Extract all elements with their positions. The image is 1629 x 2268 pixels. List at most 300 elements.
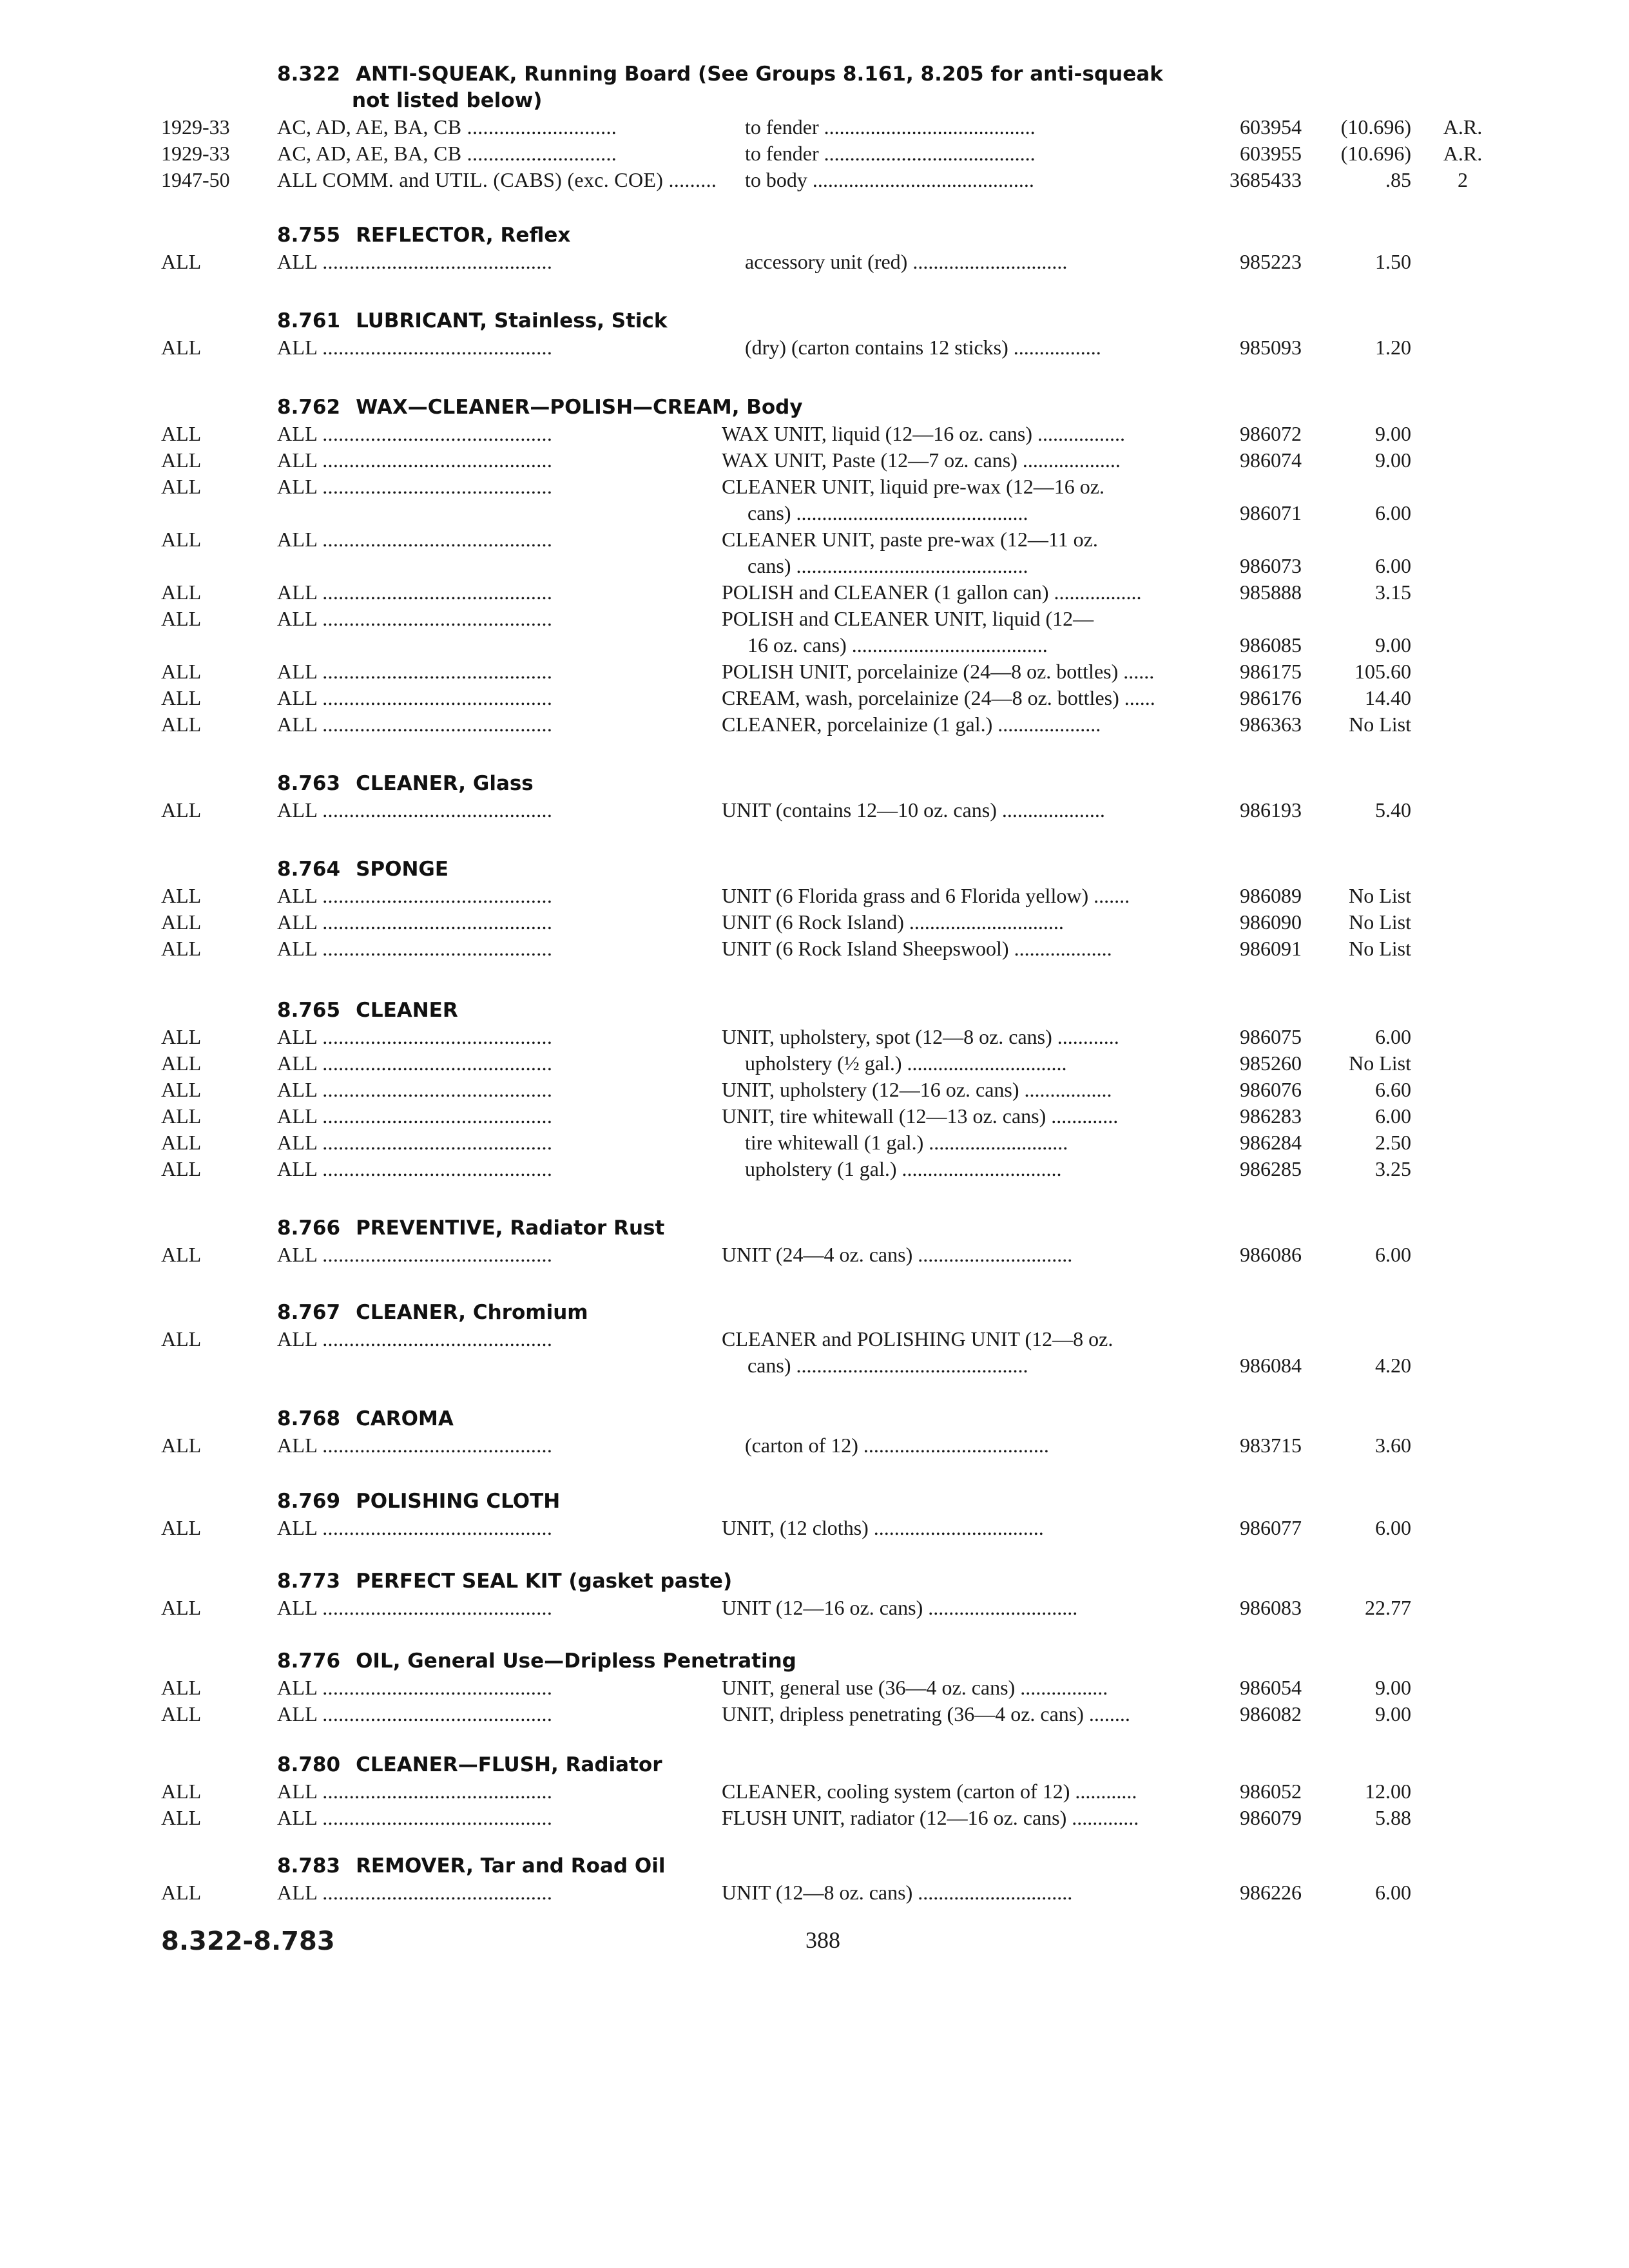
dot-leader: ........................................... <box>316 1104 553 1128</box>
parts-section <box>0 1752 1629 1831</box>
model-codes <box>277 1077 689 1103</box>
model-year: ALL <box>161 798 202 822</box>
description-text: UNIT (12—8 oz. cans) <box>722 1881 913 1904</box>
part-description <box>722 1805 1186 1831</box>
model-year: ALL <box>161 1780 202 1803</box>
model-codes-text: ALL <box>277 937 317 960</box>
description-text: cans) <box>747 501 791 524</box>
description-line <box>722 447 1186 474</box>
dot-leader: ........................................... <box>316 660 553 683</box>
description-text: UNIT, general use (36—4 oz. cans) <box>722 1676 1016 1699</box>
description-text: POLISH and CLEANER UNIT, liquid (12— <box>722 607 1094 630</box>
description-line <box>722 500 1186 526</box>
description-line <box>745 249 1186 275</box>
dot-leader: ...................................... <box>846 633 1048 657</box>
part-number: 985223 <box>1240 250 1302 273</box>
section-title: OIL, General Use—Dripless Penetrating <box>356 1649 796 1673</box>
part-number: 985093 <box>1240 336 1302 359</box>
list-price: 1.50 <box>1375 250 1411 273</box>
list-price: 6.00 <box>1375 1025 1411 1048</box>
list-price: No List <box>1349 937 1411 960</box>
dot-leader: ................... <box>1008 937 1112 960</box>
dot-leader: ........................................... <box>316 1516 553 1539</box>
parts-section <box>0 1300 1629 1379</box>
model-year: ALL <box>161 884 202 907</box>
list-price: 9.00 <box>1375 448 1411 472</box>
table-row <box>0 658 1629 685</box>
description-line <box>722 526 1186 553</box>
part-number: 986091 <box>1240 937 1302 960</box>
list-price: 6.00 <box>1375 501 1411 524</box>
model-year: ALL <box>161 660 202 683</box>
description-text: 16 oz. cans) <box>747 633 847 657</box>
description-line <box>722 474 1186 500</box>
model-codes-text: ALL <box>277 448 317 472</box>
description-line <box>745 114 1186 140</box>
model-year: ALL <box>161 1676 202 1699</box>
table-row <box>0 421 1629 447</box>
section-title: ANTI-SQUEAK, Running Board (See Groups 8.161, 8.205 for anti-squeak <box>356 62 1163 86</box>
section-heading <box>277 1406 1211 1432</box>
section-title: REFLECTOR, Reflex <box>356 224 571 247</box>
table-row <box>0 1432 1629 1459</box>
section-title: PREVENTIVE, Radiator Rust <box>356 1216 665 1240</box>
section-heading <box>277 394 1211 421</box>
part-number: 985260 <box>1240 1052 1302 1075</box>
model-codes-text: ALL <box>277 422 317 445</box>
model-year: ALL <box>161 1702 202 1725</box>
description-line <box>722 936 1186 962</box>
dot-leader: ........................................... <box>316 581 553 604</box>
part-description <box>722 1432 1186 1459</box>
description-text: to body <box>745 168 807 191</box>
model-year: ALL <box>161 475 202 498</box>
dot-leader: ........................................... <box>316 798 553 822</box>
part-description <box>722 936 1186 962</box>
dot-leader: ................. <box>1032 422 1125 445</box>
part-number: 986075 <box>1240 1025 1302 1048</box>
list-price: 3.60 <box>1375 1434 1411 1457</box>
description-text: UNIT (6 Florida grass and 6 Florida yellow) <box>722 884 1089 907</box>
table-row <box>0 447 1629 474</box>
model-codes <box>277 1156 689 1182</box>
list-price: 22.77 <box>1365 1596 1411 1619</box>
table-row <box>0 1805 1629 1831</box>
part-number: 986054 <box>1240 1676 1302 1699</box>
part-description <box>722 1103 1186 1129</box>
part-number: 986176 <box>1240 686 1302 709</box>
parts-section <box>0 1853 1629 1906</box>
section-heading <box>277 308 1211 334</box>
description-line <box>722 1103 1186 1129</box>
model-year: ALL <box>161 1025 202 1048</box>
model-codes <box>277 1432 689 1459</box>
part-description <box>722 167 1186 193</box>
description-line <box>745 1050 1186 1077</box>
description-text: accessory unit (red) <box>745 250 908 273</box>
model-codes <box>277 249 689 275</box>
description-text: WAX UNIT, Paste (12—7 oz. cans) <box>722 448 1017 472</box>
part-description <box>722 140 1186 167</box>
description-text: CLEANER, cooling system (carton of 12) <box>722 1780 1070 1803</box>
dot-leader: ........................................... <box>316 1434 553 1457</box>
model-codes <box>277 1129 689 1156</box>
model-codes-text: ALL <box>277 528 317 551</box>
list-price: (10.696) <box>1340 115 1411 139</box>
model-codes <box>277 1242 689 1268</box>
table-row <box>0 1077 1629 1103</box>
section-title: WAX—CLEANER—POLISH—CREAM, Body <box>356 396 803 419</box>
dot-leader: ............ <box>1070 1780 1137 1803</box>
model-year: ALL <box>161 1052 202 1075</box>
model-year: ALL <box>161 1243 202 1266</box>
part-number: 986363 <box>1240 713 1302 736</box>
dot-leader: .............................. <box>907 250 1068 273</box>
quantity: A.R. <box>1443 142 1483 165</box>
list-price: 1.20 <box>1375 336 1411 359</box>
model-codes-text: ALL <box>277 1780 317 1803</box>
description-line <box>722 883 1186 909</box>
description-line <box>722 711 1186 738</box>
model-year: ALL <box>161 910 202 934</box>
parts-section <box>0 222 1629 275</box>
model-codes-text: ALL <box>277 1131 317 1154</box>
dot-leader: ............................ <box>461 115 617 139</box>
dot-leader: ................................. <box>868 1516 1044 1539</box>
dot-leader: ............................................. <box>791 554 1028 577</box>
model-codes-text: ALL <box>277 660 317 683</box>
description-text: cans) <box>747 1354 791 1377</box>
description-text: upholstery (½ gal.) <box>745 1052 902 1075</box>
part-description <box>722 1326 1186 1379</box>
part-number: 3685433 <box>1229 168 1302 191</box>
description-line <box>722 1879 1186 1906</box>
model-year: ALL <box>161 937 202 960</box>
part-description <box>722 909 1186 936</box>
description-text: UNIT, (12 cloths) <box>722 1516 869 1539</box>
dot-leader: ............................................. <box>791 1354 1028 1377</box>
dot-leader: ........................................... <box>316 250 553 273</box>
section-title: CLEANER <box>356 999 458 1022</box>
description-line <box>722 421 1186 447</box>
section-title: CLEANER, Glass <box>356 772 534 795</box>
section-heading <box>277 1300 1211 1326</box>
parts-section <box>0 308 1629 361</box>
list-price: 2.50 <box>1375 1131 1411 1154</box>
model-codes-text: ALL <box>277 475 317 498</box>
parts-section <box>0 1488 1629 1541</box>
dot-leader: ................... <box>1017 448 1121 472</box>
part-description <box>722 1156 1186 1182</box>
list-price: 105.60 <box>1354 660 1411 683</box>
table-row <box>0 1515 1629 1541</box>
dot-leader: ........................................... <box>316 1078 553 1101</box>
model-codes <box>277 167 717 193</box>
list-price: No List <box>1349 910 1411 934</box>
description-text: cans) <box>747 554 791 577</box>
part-number: 986089 <box>1240 884 1302 907</box>
dot-leader: .................................... <box>858 1434 1049 1457</box>
footer-section-range: 8.322-8.783 <box>161 1927 335 1956</box>
description-line <box>722 1024 1186 1050</box>
section-heading <box>277 222 1211 249</box>
part-number: 986226 <box>1240 1881 1302 1904</box>
parts-section <box>0 1648 1629 1727</box>
dot-leader: ........................................... <box>316 1025 553 1048</box>
dot-leader: ........................................... <box>316 713 553 736</box>
description-text: POLISH UNIT, porcelainize (24—8 oz. bottles) <box>722 660 1119 683</box>
section-heading <box>277 856 1211 883</box>
list-price: No List <box>1349 713 1411 736</box>
dot-leader: ........................................... <box>316 1780 553 1803</box>
part-description <box>722 1024 1186 1050</box>
model-codes-text: ALL <box>277 1157 317 1180</box>
part-number: 986086 <box>1240 1243 1302 1266</box>
part-number: 986077 <box>1240 1516 1302 1539</box>
parts-section <box>0 1215 1629 1268</box>
part-number: 986090 <box>1240 910 1302 934</box>
model-codes <box>277 474 689 500</box>
part-number: 986284 <box>1240 1131 1302 1154</box>
part-description <box>722 883 1186 909</box>
section-number: 8.783 <box>277 1854 341 1878</box>
dot-leader: ........................................... <box>807 168 1034 191</box>
table-row <box>0 1103 1629 1129</box>
part-description <box>722 685 1186 711</box>
dot-leader: ........................................... <box>316 937 553 960</box>
parts-section <box>0 771 1629 823</box>
model-codes <box>277 1595 689 1621</box>
dot-leader: ........................................... <box>316 1596 553 1619</box>
parts-section <box>0 1406 1629 1459</box>
dot-leader: ...... <box>1119 686 1155 709</box>
table-row <box>0 140 1629 167</box>
model-codes <box>277 1103 689 1129</box>
description-line <box>722 1805 1186 1831</box>
part-number: 986193 <box>1240 798 1302 822</box>
part-number: 986082 <box>1240 1702 1302 1725</box>
table-row <box>0 334 1629 361</box>
description-line <box>722 1077 1186 1103</box>
dot-leader: ........................................... <box>316 1157 553 1180</box>
model-codes-text: ALL <box>277 336 317 359</box>
part-description <box>722 474 1186 526</box>
model-year: ALL <box>161 1078 202 1101</box>
part-description <box>722 114 1186 140</box>
part-number: 986283 <box>1240 1104 1302 1128</box>
model-year: 1929-33 <box>161 142 230 165</box>
list-price: (10.696) <box>1340 142 1411 165</box>
model-codes <box>277 1805 689 1831</box>
section-title: CLEANER—FLUSH, Radiator <box>356 1753 662 1776</box>
model-codes <box>277 1515 689 1541</box>
part-description <box>722 658 1186 685</box>
parts-section <box>0 1568 1629 1621</box>
model-codes-text: ALL <box>277 1243 317 1266</box>
part-number: 986175 <box>1240 660 1302 683</box>
description-line <box>722 658 1186 685</box>
model-codes-text: ALL <box>277 1702 317 1725</box>
dot-leader: ........................................... <box>316 1131 553 1154</box>
description-line <box>722 1701 1186 1727</box>
dot-leader: ........ <box>1083 1702 1130 1725</box>
list-price: 6.00 <box>1375 554 1411 577</box>
section-heading <box>277 1215 1211 1242</box>
table-row <box>0 1024 1629 1050</box>
model-codes-text: ALL <box>277 1104 317 1128</box>
description-line <box>722 1326 1186 1352</box>
section-title: SPONGE <box>356 858 449 881</box>
description-text: UNIT (6 Rock Island Sheepswool) <box>722 937 1009 960</box>
dot-leader: ........................... <box>923 1131 1068 1154</box>
part-number: 603955 <box>1240 142 1302 165</box>
part-number: 986084 <box>1240 1354 1302 1377</box>
list-price: 6.00 <box>1375 1516 1411 1539</box>
part-description <box>722 1879 1186 1906</box>
model-codes-text: ALL <box>277 581 317 604</box>
model-year: ALL <box>161 1131 202 1154</box>
table-row <box>0 1595 1629 1621</box>
parts-section <box>0 61 1629 193</box>
part-number: 603954 <box>1240 115 1302 139</box>
table-row <box>0 579 1629 606</box>
model-year: 1929-33 <box>161 115 230 139</box>
section-heading <box>277 1752 1211 1778</box>
table-row <box>0 797 1629 823</box>
model-year: 1947-50 <box>161 168 230 191</box>
description-text: UNIT, upholstery, spot (12—8 oz. cans) <box>722 1025 1052 1048</box>
model-codes <box>277 711 689 738</box>
dot-leader: ................. <box>1048 581 1142 604</box>
part-description <box>722 526 1186 579</box>
model-codes-text: ALL <box>277 1516 317 1539</box>
dot-leader: ........................................... <box>316 607 553 630</box>
model-year: ALL <box>161 1596 202 1619</box>
dot-leader: ............................... <box>896 1157 1062 1180</box>
section-number: 8.767 <box>277 1301 341 1324</box>
model-year: ALL <box>161 1806 202 1829</box>
description-line <box>722 685 1186 711</box>
dot-leader: ........................................... <box>316 1243 553 1266</box>
model-codes <box>277 1701 689 1727</box>
description-line <box>722 553 1186 579</box>
model-year: ALL <box>161 1516 202 1539</box>
section-title: REMOVER, Tar and Road Oil <box>356 1854 666 1878</box>
section-heading <box>277 997 1211 1024</box>
model-codes <box>277 421 689 447</box>
model-codes <box>277 1675 689 1701</box>
description-text: (dry) (carton contains 12 sticks) <box>745 336 1008 359</box>
model-codes <box>277 883 689 909</box>
part-number: 986079 <box>1240 1806 1302 1829</box>
part-description <box>722 334 1186 361</box>
description-line <box>745 334 1186 361</box>
dot-leader: ........................................... <box>316 910 553 934</box>
model-codes <box>277 797 689 823</box>
section-number: 8.755 <box>277 224 341 247</box>
parts-section <box>0 394 1629 738</box>
part-description <box>722 579 1186 606</box>
model-codes-text: ALL <box>277 884 317 907</box>
parts-section <box>0 997 1629 1182</box>
description-text: UNIT (contains 12—10 oz. cans) <box>722 798 997 822</box>
part-description <box>722 797 1186 823</box>
model-codes <box>277 1326 689 1352</box>
part-number: 986083 <box>1240 1596 1302 1619</box>
model-codes-text: ALL <box>277 1078 317 1101</box>
model-codes-text: AC, AD, AE, BA, CB <box>277 142 462 165</box>
model-codes-text: ALL <box>277 686 317 709</box>
description-text: to fender <box>745 142 819 165</box>
dot-leader: ................. <box>1008 336 1101 359</box>
model-codes-text: ALL <box>277 1052 317 1075</box>
list-price: 6.00 <box>1375 1104 1411 1128</box>
table-row <box>0 1778 1629 1805</box>
dot-leader: ........................................... <box>316 1327 553 1350</box>
list-price: No List <box>1349 884 1411 907</box>
dot-leader: ........................................... <box>316 1676 553 1699</box>
part-number: 986074 <box>1240 448 1302 472</box>
description-line <box>722 606 1186 632</box>
dot-leader: ............................ <box>461 142 617 165</box>
description-line <box>745 1432 1186 1459</box>
list-price: 6.00 <box>1375 1243 1411 1266</box>
model-codes <box>277 685 689 711</box>
model-codes-text: ALL <box>277 1025 317 1048</box>
description-text: POLISH and CLEANER (1 gallon can) <box>722 581 1049 604</box>
section-number: 8.776 <box>277 1649 341 1673</box>
table-row <box>0 114 1629 140</box>
list-price: 5.40 <box>1375 798 1411 822</box>
model-codes <box>277 526 689 553</box>
section-title-continued: not listed below) <box>352 89 543 112</box>
list-price: .85 <box>1385 168 1411 191</box>
list-price: 6.00 <box>1375 1881 1411 1904</box>
section-heading <box>277 771 1211 797</box>
description-text: CLEANER and POLISHING UNIT (12—8 oz. <box>722 1327 1113 1350</box>
section-heading <box>277 61 1211 114</box>
model-year: ALL <box>161 422 202 445</box>
footer-page-number: 388 <box>805 1927 840 1953</box>
part-description <box>722 606 1186 658</box>
description-text: tire whitewall (1 gal.) <box>745 1131 924 1154</box>
part-description <box>722 1595 1186 1621</box>
description-line <box>745 1156 1186 1182</box>
table-row <box>0 1326 1629 1379</box>
list-price: 4.20 <box>1375 1354 1411 1377</box>
dot-leader: ......................................... <box>818 142 1036 165</box>
model-codes-text: ALL <box>277 798 317 822</box>
part-number: 983715 <box>1240 1434 1302 1457</box>
table-row <box>0 606 1629 658</box>
part-description <box>722 447 1186 474</box>
model-year: ALL <box>161 1157 202 1180</box>
model-codes <box>277 909 689 936</box>
model-year: ALL <box>161 336 202 359</box>
model-codes <box>277 936 689 962</box>
model-codes <box>277 1050 689 1077</box>
description-line <box>722 1352 1186 1379</box>
model-codes-text: ALL <box>277 910 317 934</box>
description-text: CLEANER UNIT, paste pre-wax (12—11 oz. <box>722 528 1098 551</box>
section-number: 8.766 <box>277 1216 341 1240</box>
model-year: ALL <box>161 250 202 273</box>
section-title: CAROMA <box>356 1407 454 1430</box>
part-description <box>722 421 1186 447</box>
dot-leader: ............................................. <box>791 501 1028 524</box>
dot-leader: ........................................... <box>316 884 553 907</box>
description-text: UNIT, upholstery (12—16 oz. cans) <box>722 1078 1019 1101</box>
